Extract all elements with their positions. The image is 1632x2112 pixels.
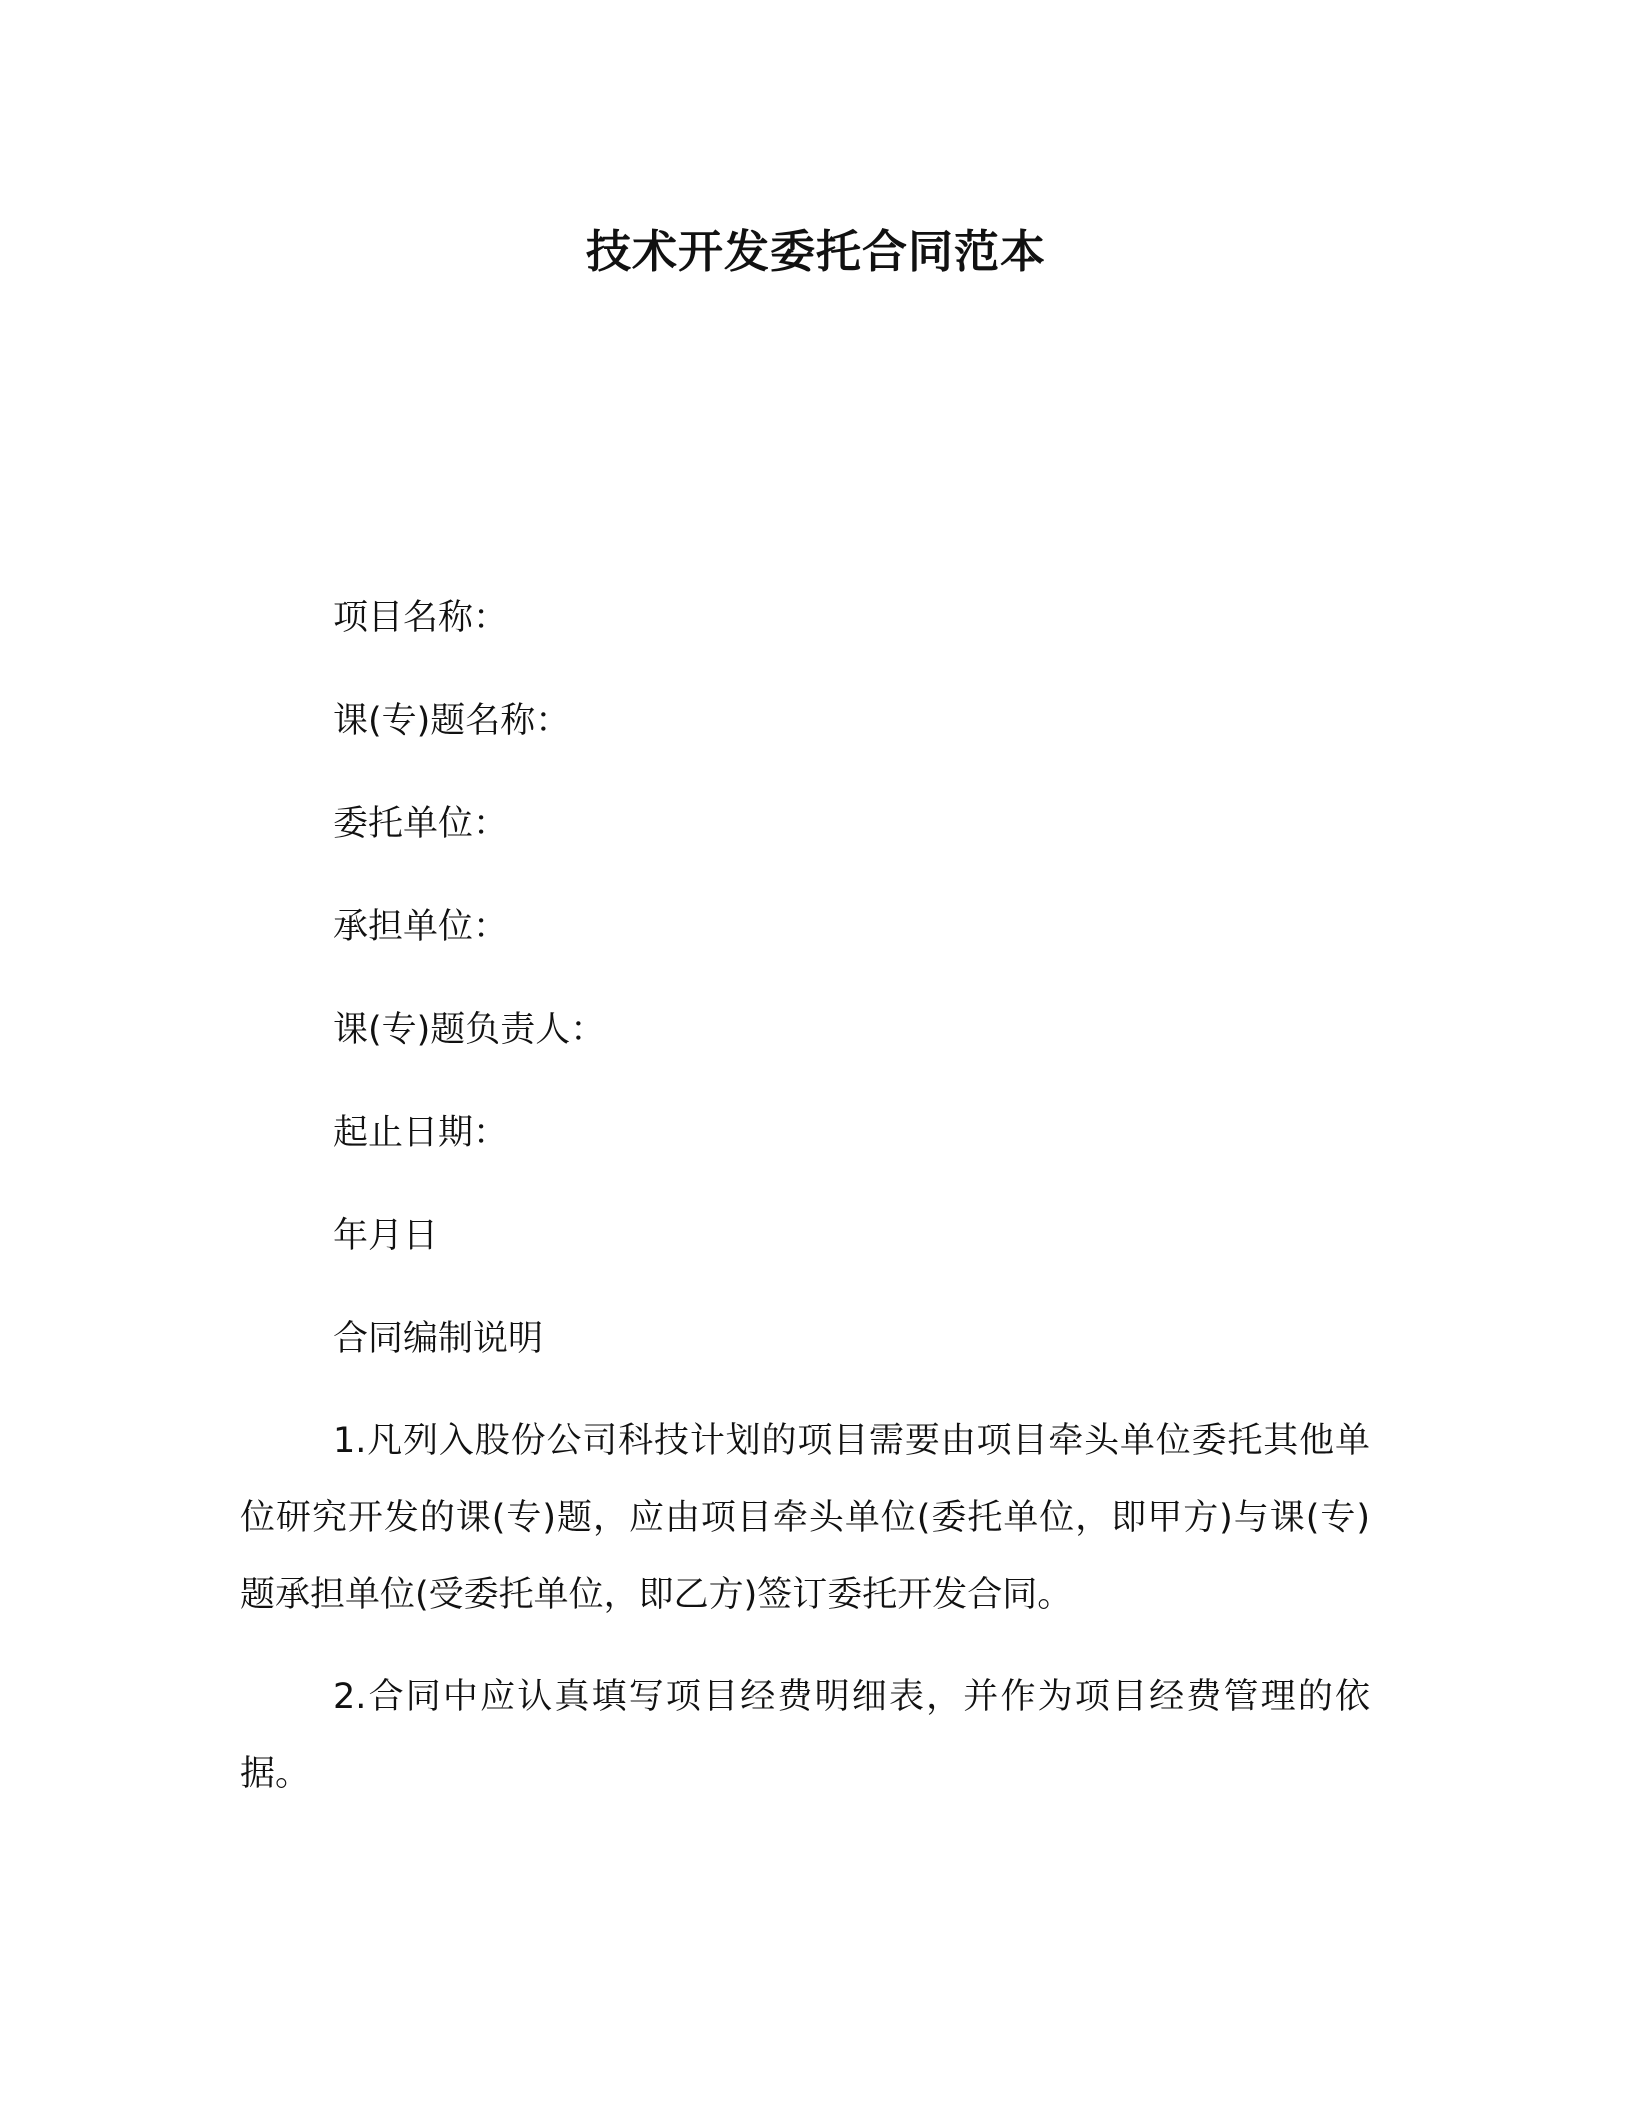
- note-paragraph-2: 2.合同中应认真填写项目经费明细表，并作为项目经费管理的依据。: [240, 1677, 1370, 1794]
- field-project-name: 项目名称：: [333, 598, 509, 638]
- field-subject-name: 课(专)题名称：: [333, 701, 571, 741]
- field-entrusting-unit: 委托单位：: [333, 804, 509, 844]
- field-period: 起止日期：: [333, 1113, 509, 1153]
- field-date: 年月日: [333, 1216, 439, 1256]
- note-paragraph-1: 1.凡列入股份公司科技计划的项目需要由项目牵头单位委托其他单位研究开发的课(专)题，应由项目牵头单位(委托单位，即甲方)与课(专)题承担单位(受委托单位，即乙方)签订委托开发合同。: [240, 1421, 1370, 1615]
- document-title: 技术开发委托合同范本: [585, 225, 1046, 278]
- field-undertaking-unit: 承担单位：: [333, 907, 509, 947]
- section-heading-compilation-notes: 合同编制说明: [333, 1319, 544, 1359]
- field-subject-leader: 课(专)题负责人：: [333, 1010, 606, 1050]
